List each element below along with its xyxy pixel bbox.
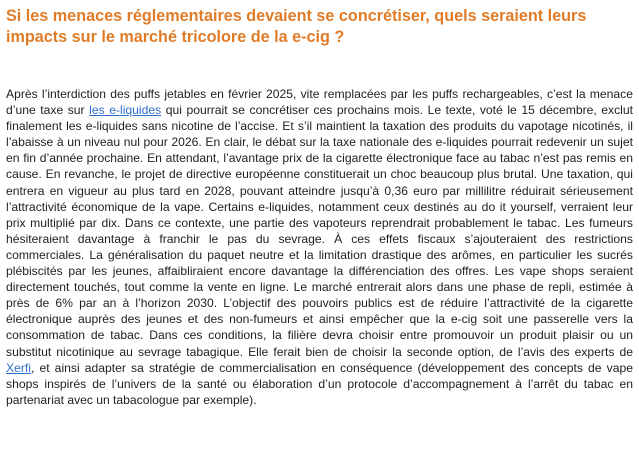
paragraph-text-part-1: Après l’interdiction des puffs jetables en février 2025, vite remplacées par les puffs rechargeables, c’est la menace d’une taxe sur [6,87,633,118]
paragraph-text-part-3: , et ainsi adapter sa stratégie de commercialisation en conséquence (développement des concepts de vape shops inspirés de l’univers de la santé ou élaboration d’un protocole d’accompagnement à l’arrêt du tabac en partenariat avec un tabacologue par exemple). [6,360,633,407]
e-liquides-link[interactable]: les e-liquides [89,103,162,118]
article-headline: Si les menaces réglementaires devaient se concrétiser, quels seraient leurs impacts sur le marché tricolore de la e-cig ? [6,7,587,46]
article-paragraph [6,86,633,408]
xerfi-link[interactable]: Xerfi [6,360,31,375]
paragraph-text-part-2: qui pourrait se concrétiser ces prochains mois. Le texte, voté le 15 décembre, exclut finalement les e-liquides sans nicotine de l’accise. Et s’il maintient la taxation des produits du vapotage nicotinés, il l’abaisse à un niveau nul pour 2026. En clair, le débat sur la taxe nationale des e-liquides pourrait redevenir un sujet en fin d’année prochaine. En attendant, l’avantage prix de la cigarette électronique face au tabac n’est pas remis en cause. En revanche, le projet de directive européenne constituerait un choc beaucoup plus brutal. Une taxation, qui entrera en vigueur au plus tard en 2028, pouvant atteindre jusqu’à 0,36 euro par millilitre réduirait sérieusement l’attractivité économique de la vape. Certains e-liquides, notamment ceux destinés au do it yourself, verraient leur prix multiplié par dix. Dans ce contexte, une partie des vapoteurs reprendrait probablement le tabac. Les fumeurs hésiteraient davantage à franchir le pas du sevrage. À ces effets fiscaux s’ajouteraient des restrictions commerciales. La généralisation du paquet neutre et la limitation drastique des arômes, en particulier les sucrés plébiscités par les jeunes, affaibliraient encore davantage la différenciation des offres. Les vape shops seraient directement touchés, tout comme la vente en ligne. Le marché entrerait alors dans une phase de repli, estimée à près de 6% par an à l’horizon 2030. L’objectif des pouvoirs publics est de réduire l’attractivité de la cigarette électronique auprès des jeunes et des non-fumeurs et ainsi empêcher que la e-cig soit une passerelle vers la consommation de tabac. Dans ces conditions, la filière devra choisir entre promouvoir un produit plaisir ou un substitut nicotinique au sevrage tabagique. Elle ferait bien de choisir la seconde option, de l’avis des experts de [6,103,633,359]
